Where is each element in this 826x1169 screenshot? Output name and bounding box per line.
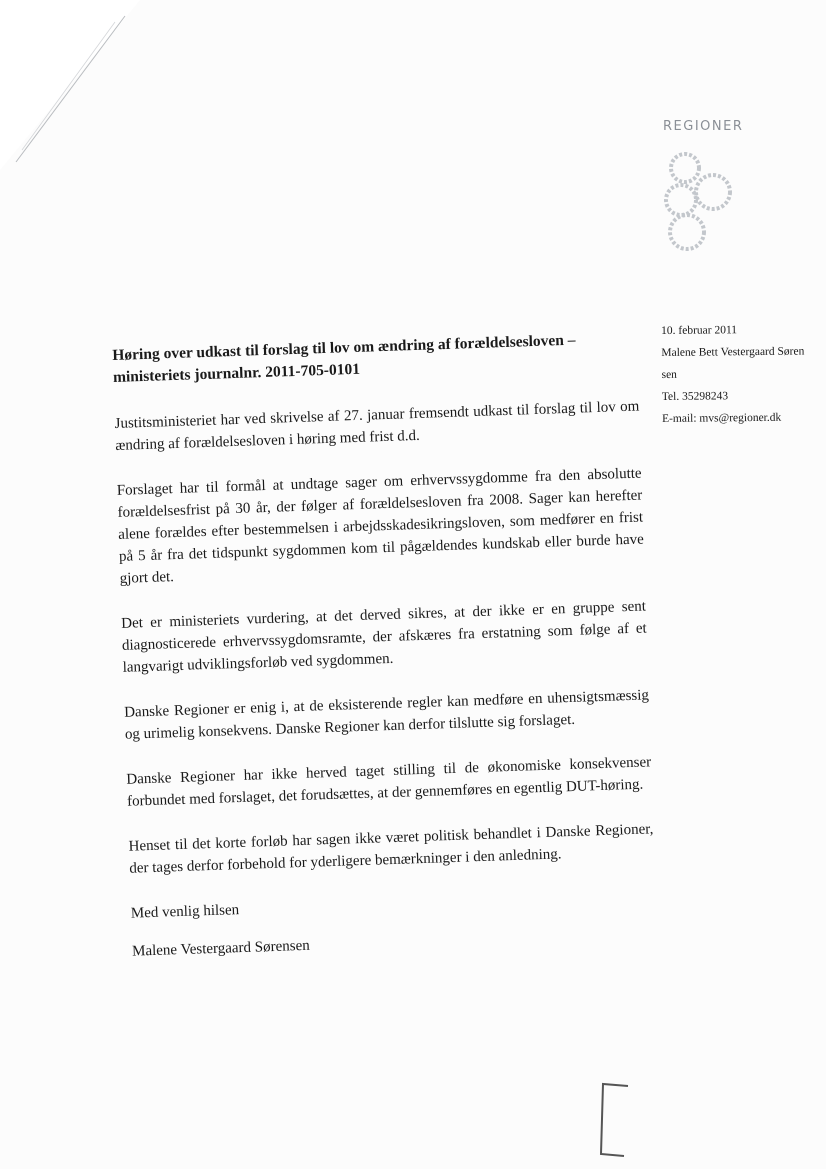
letter-paragraph: Danske Regioner er enig i, at de eksisterende regler kan medføre en uhensigtsmæssig og urimelig konsekvens. Danske Regioner kan derfor tilslutte sig forslaget. — [123, 687, 650, 743]
letter-body — [112, 328, 658, 986]
letter-heading: Høring over udkast til forslag til lov om ændring af forældelsesloven – ministeriets journalnr. 2011-705-0101 — [112, 331, 576, 386]
letter-paragraph: Henset til det korte forløb har sagen ikke været politisk behandlet i Danske Regioner, der tages derfor forbehold for yderligere bemærkninger i den anledning. — [128, 821, 654, 877]
letter-paragraph: Det er ministeriets vurdering, at det derved sikres, at der ikke er en gruppe sent diagnosticerede erhvervssygdomsramte, der afskæres fra erstatning som følge af et langvarigt udviklingsforløb ved sygdommen. — [120, 598, 647, 676]
signature-name: Malene Vestergaard Sørensen — [131, 937, 311, 960]
handwritten-bracket-mark — [594, 1080, 634, 1160]
sender-name-continued: sen — [661, 368, 677, 381]
letter-paragraph: Justitsministeriet har ved skrivelse af 27. januar fremsendt udkast til forslag til lov om ændring af forældelsesloven i høring med frist d.d. — [114, 398, 640, 454]
sender-email: E-mail: mvs@regioner.dk — [661, 411, 782, 425]
sender-name: Malene Bett Vestergaard Søren — [661, 345, 805, 359]
letter-paragraph: Danske Regioner har ikke herved taget stilling til de økonomiske konsekvenser forbundet med forslaget, det forudsættes, at der gennemføres en egentlig DUT-høring. — [126, 754, 652, 810]
sender-phone: Tel. 35298243 — [661, 390, 729, 403]
sender-info-block — [661, 318, 822, 430]
regioner-rings-logo-icon — [655, 140, 745, 260]
scanned-page-corner-fold — [0, 0, 140, 170]
letter-closing: Med venlig hilsen — [130, 902, 240, 922]
letter-date: 10. februar 2011 — [661, 324, 738, 337]
letter-paragraph: Forslaget har til formål at undtage sager om erhvervssygdomme fra den absolutte forældelsesfrist på 30 år, der følger af forældelsesloven fra 2008. Sager kan herefter alene forældes efter bestemmelsen i arbejdsskadesikringsloven, som medfører en frist på 5 år fra det tidspunkt sygdommen kom til pågældendes kundskab eller burde have gjort det. — [116, 465, 645, 587]
regioner-logo-wordmark: REGIONER — [663, 119, 744, 134]
